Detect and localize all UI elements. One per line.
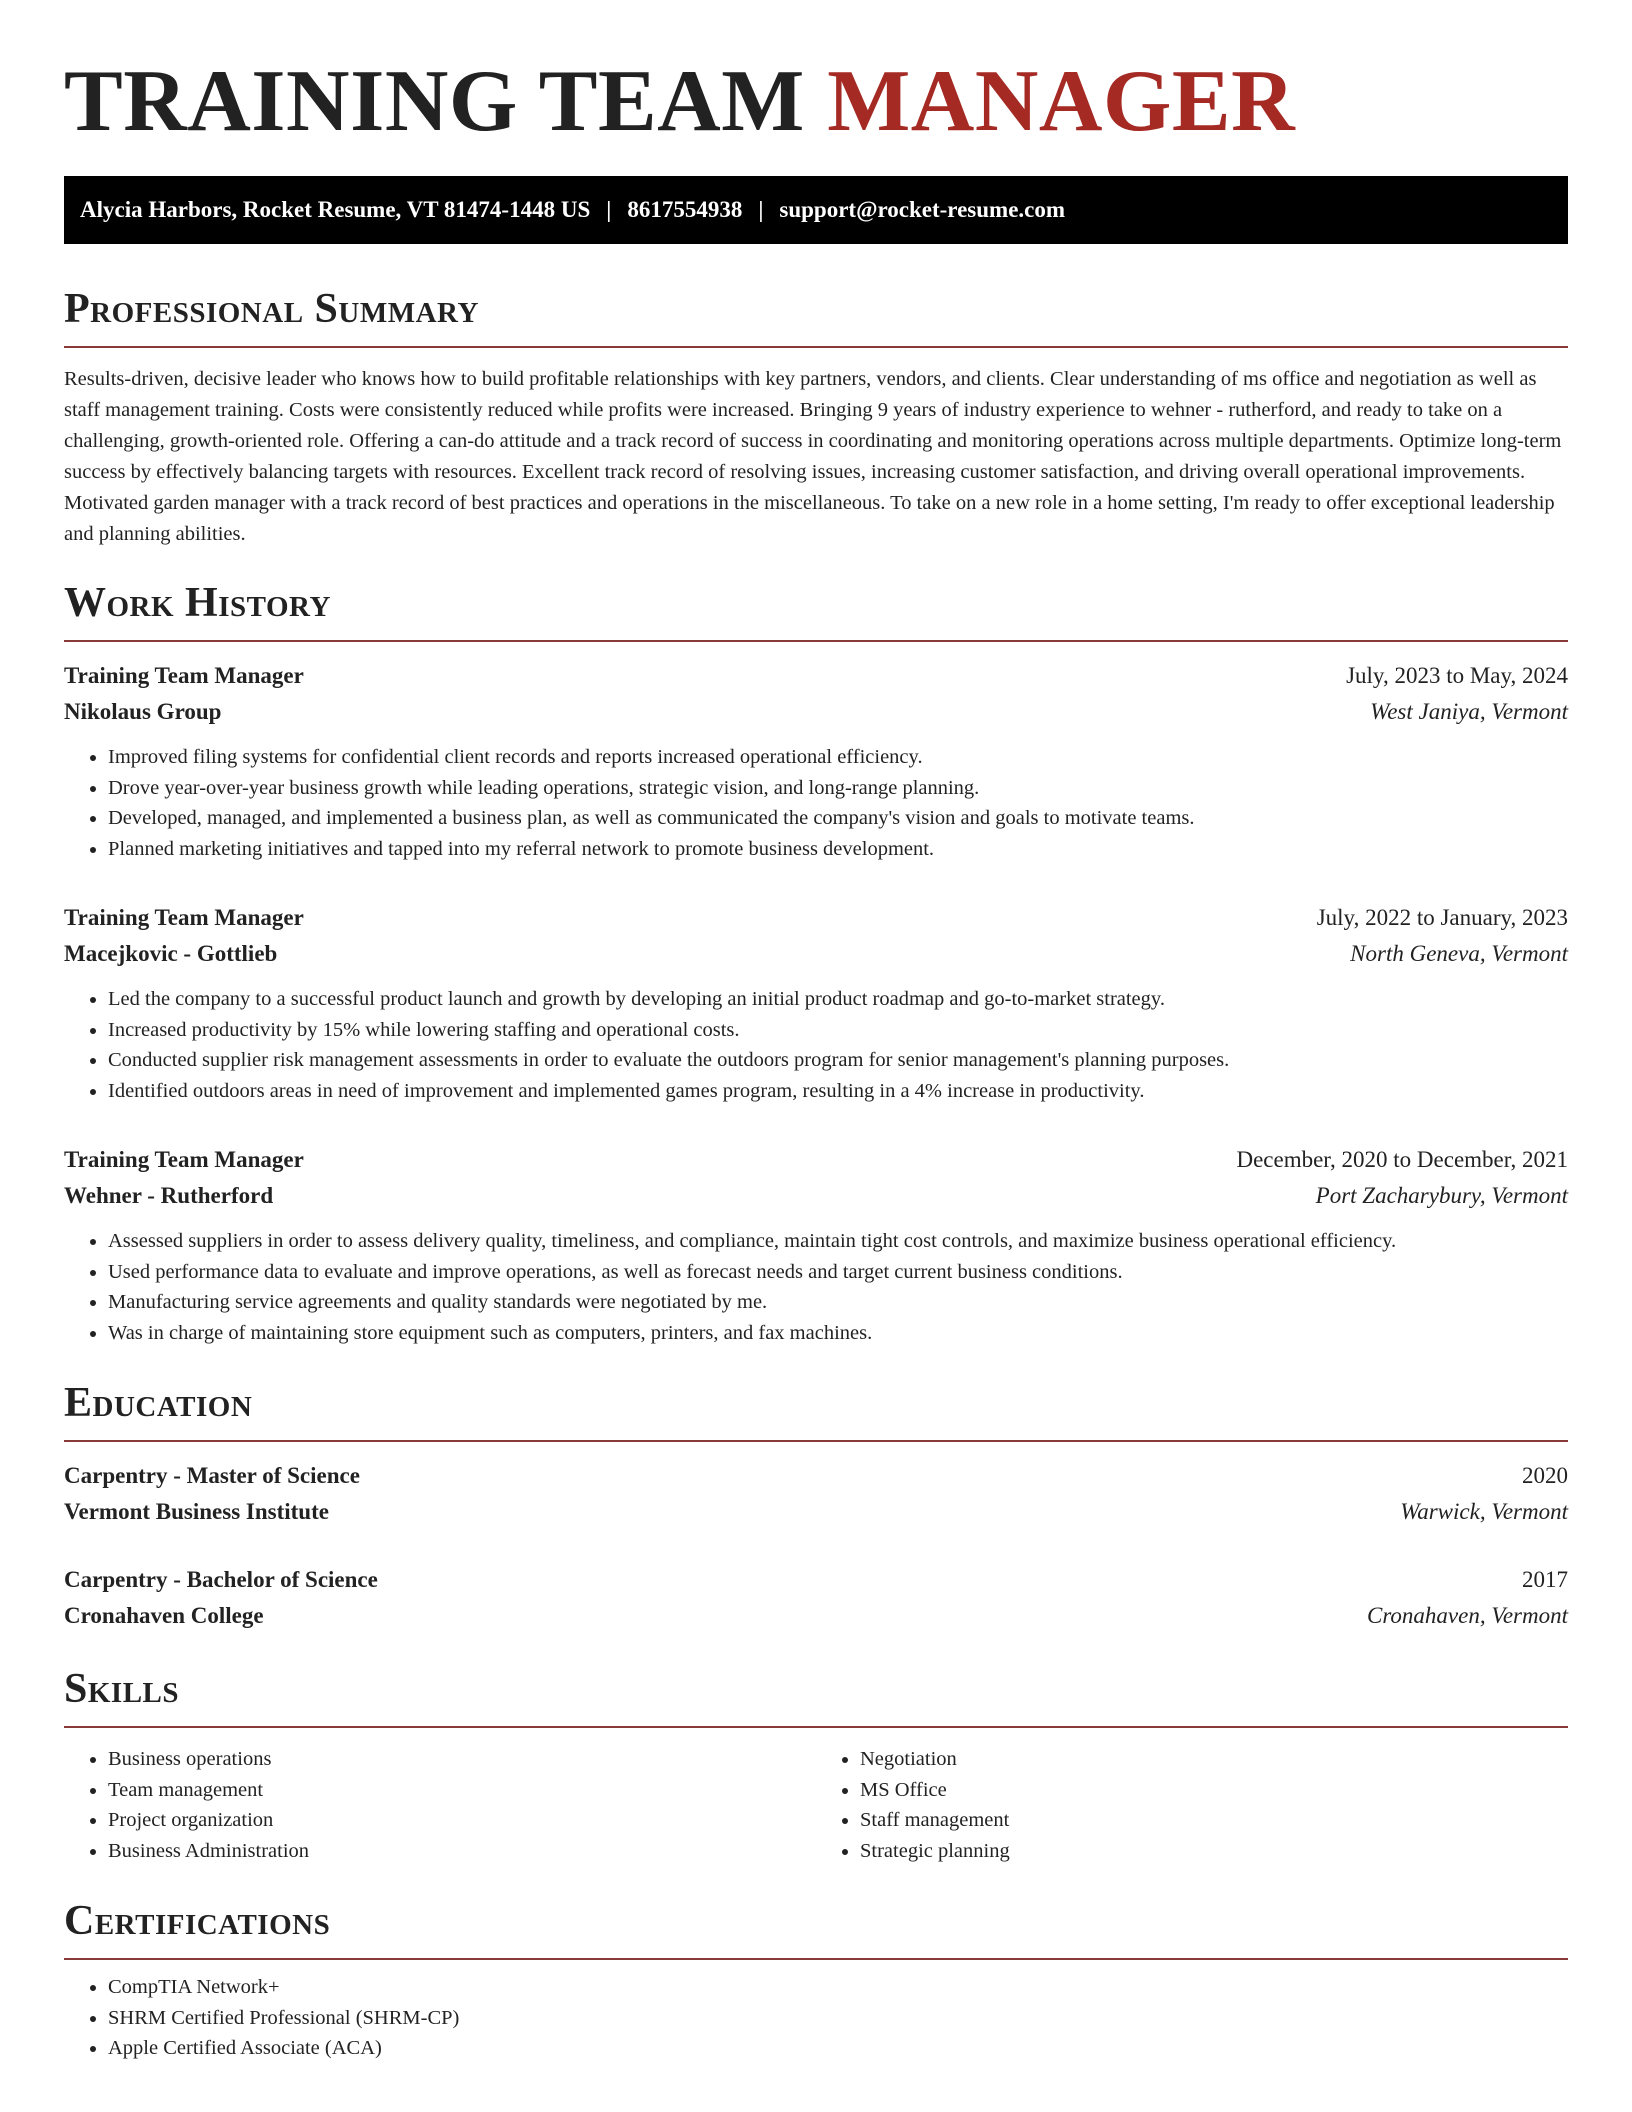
contact-phone: 8617554938 [627, 197, 743, 222]
job-company: Macejkovic - Gottlieb [64, 941, 278, 966]
job-bullet: • Manufacturing service agreements and quality standards were negotiated by me. [108, 1287, 1568, 1318]
skill-item: • Team management [108, 1775, 816, 1806]
title-main: TRAINING TEAM [64, 53, 805, 150]
job-location: West Janiya, Vermont [1370, 699, 1568, 724]
job-company: Nikolaus Group [64, 699, 222, 724]
skills-list-left [64, 1744, 816, 1866]
summary-text: Results-driven, decisive leader who knows how to build profitable relationships with key partners, vendors, and clients. Clear understanding of ms office and negotiation as well as staff management training. Costs were consistently reduced while profits were increased. Bringing 9 years of industry experience to wehner - rutherford, and ready to take on a challenging, growth-oriented role. Offering a can-do attitude and a track record of success in coordinating and monitoring operations across multiple departments. Optimize long-term success by effectively balancing targets with resources. Excellent track record of resolving issues, increasing customer satisfaction, and driving overall operational improvements. Motivated garden manager with a track record of best practices and operations in the miscellaneous. To take on a new role in a home setting, I'm ready to offer exceptional leadership and planning abilities. [64, 368, 1562, 545]
education-school: Cronahaven College [64, 1603, 264, 1628]
job-dates: July, 2022 to January, 2023 [1316, 905, 1568, 930]
job-bullet: • Drove year-over-year business growth while leading operations, strategic vision, and long-range planning. [108, 773, 1568, 804]
education-degree: Carpentry - Master of Science [64, 1463, 360, 1488]
skill-item: • Project organization [108, 1805, 816, 1836]
job-entry [64, 658, 1568, 864]
job-company: Wehner - Rutherford [64, 1183, 274, 1208]
certifications-list [64, 1972, 1568, 2064]
skill-item: • Business operations [108, 1744, 816, 1775]
job-bullet: • Improved filing systems for confidential client records and reports increased operational efficiency. [108, 742, 1568, 773]
job-dates: December, 2020 to December, 2021 [1236, 1147, 1568, 1172]
job-bullet: • Was in charge of maintaining store equipment such as computers, printers, and fax machines. [108, 1318, 1568, 1349]
education-year: 2017 [1522, 1567, 1568, 1592]
job-bullet: • Led the company to a successful product launch and growth by developing an initial product roadmap and go-to-market strategy. [108, 984, 1568, 1015]
skill-item: • MS Office [860, 1775, 1568, 1806]
job-bullet: • Assessed suppliers in order to assess delivery quality, timeliness, and compliance, maintain tight cost controls, and maximize business operational efficiency. [108, 1226, 1568, 1257]
certification-item: • Apple Certified Associate (ACA) [108, 2033, 1568, 2064]
certification-item: • CompTIA Network+ [108, 1972, 1568, 2003]
education-heading: Education [64, 1378, 1568, 1442]
certifications-heading: Certifications [64, 1896, 1568, 1960]
contact-email: support@rocket-resume.com [779, 197, 1066, 222]
skills-heading: Skills [64, 1664, 1568, 1728]
contact-separator: | [606, 197, 612, 222]
work-history-heading: Work History [64, 578, 1568, 642]
skill-item: • Business Administration [108, 1836, 816, 1867]
education-school: Vermont Business Institute [64, 1499, 329, 1524]
job-bullets [64, 742, 1568, 864]
education-location: Cronahaven, Vermont [1366, 1603, 1568, 1628]
certification-item: • SHRM Certified Professional (SHRM-CP) [108, 2003, 1568, 2034]
skill-item: • Strategic planning [860, 1836, 1568, 1867]
skills-list-right [816, 1744, 1568, 1866]
job-bullet: • Increased productivity by 15% while lowering staffing and operational costs. [108, 1015, 1568, 1046]
job-bullets [64, 984, 1568, 1106]
resume-title [64, 0, 1568, 152]
education-entry [64, 1458, 1568, 1530]
summary-heading: Professional Summary [64, 284, 1568, 348]
education-degree: Carpentry - Bachelor of Science [64, 1567, 378, 1592]
skill-item: • Negotiation [860, 1744, 1568, 1775]
title-accent: MANAGER [827, 53, 1296, 150]
contact-address: Alycia Harbors, Rocket Resume, VT 81474-1448 US [80, 197, 591, 222]
job-bullet: • Planned marketing initiatives and tapped into my referral network to promote business development. [108, 834, 1568, 865]
contact-separator: | [758, 197, 764, 222]
job-location: Port Zacharybury, Vermont [1315, 1183, 1568, 1208]
job-title: Training Team Manager [64, 663, 304, 688]
job-entry [64, 900, 1568, 1106]
job-bullet: • Used performance data to evaluate and improve operations, as well as forecast needs and target current business conditions. [108, 1257, 1568, 1288]
job-entry [64, 1142, 1568, 1348]
job-bullet: • Developed, managed, and implemented a business plan, as well as communicated the company's vision and goals to motivate teams. [108, 803, 1568, 834]
job-location: North Geneva, Vermont [1350, 941, 1568, 966]
job-bullet: • Identified outdoors areas in need of improvement and implemented games program, resulting in a 4% increase in productivity. [108, 1076, 1568, 1107]
contact-bar [64, 176, 1568, 244]
education-entry [64, 1562, 1568, 1634]
job-bullet: • Conducted supplier risk management assessments in order to evaluate the outdoors program for senior management's planning purposes. [108, 1045, 1568, 1076]
job-dates: July, 2023 to May, 2024 [1346, 663, 1568, 688]
job-title: Training Team Manager [64, 905, 304, 930]
skill-item: • Staff management [860, 1805, 1568, 1836]
job-bullets [64, 1226, 1568, 1348]
skills-grid [64, 1744, 1568, 1866]
education-year: 2020 [1522, 1463, 1568, 1488]
job-title: Training Team Manager [64, 1147, 304, 1172]
education-location: Warwick, Vermont [1400, 1499, 1568, 1524]
